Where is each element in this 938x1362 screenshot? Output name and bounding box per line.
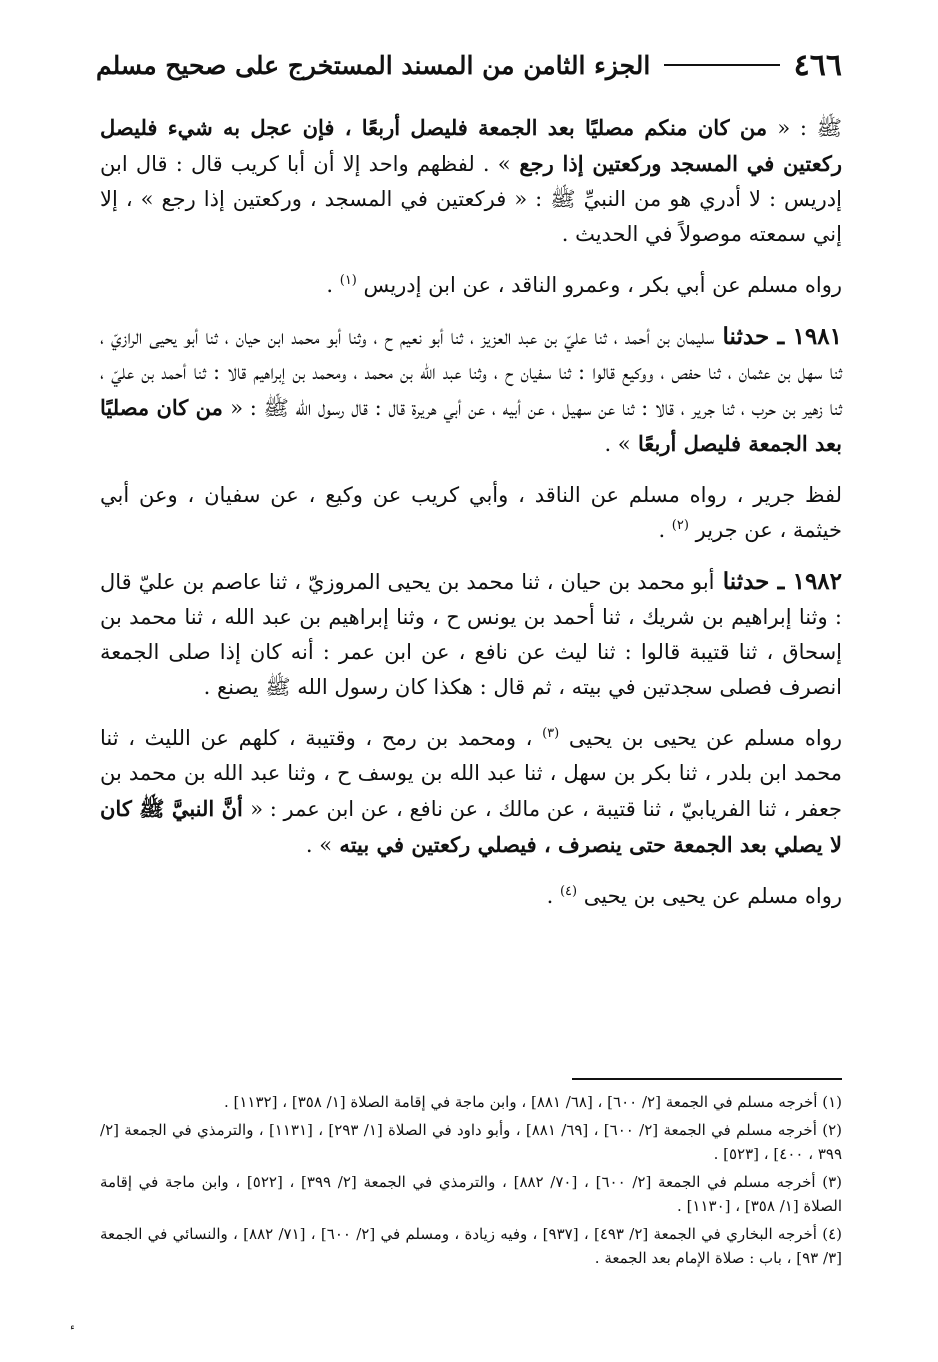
footnote-separator — [572, 1078, 842, 1080]
paragraph-text: ﷺ : « — [777, 116, 842, 140]
paragraph-text: . — [546, 884, 560, 908]
hadith-number: ١٩٨١ — [792, 323, 842, 350]
paragraph-text: . — [658, 518, 672, 542]
running-title: الجزء الثامن من المسند المستخرج على صحيح مسلم — [96, 50, 651, 80]
paragraph-text: من كان منكم مصليًا بعد الجمعة فليصل أربعًا ، فإن عجل به شيء فليصل ركعتين في المسجد وركعتين إذا رجع — [100, 115, 842, 176]
paragraph-text: ـ حدثنا — [714, 323, 793, 350]
paragraph — [100, 478, 842, 548]
footnote: (٤) أخرجه البخاري في الجمعة [٢/ ٤٩٣] ، [٩٣٧] ، وفيه زيادة ، ومسلم في [٢/ ٦٠٠] ، [٧١/ ٨٨٢] ، والنسائي في الجمعة [٣/ ٩٣] ، باب : صلاة الإمام بعد الجمعة . — [100, 1225, 843, 1267]
footnote-ref: (٤) — [559, 884, 578, 899]
paragraph-text: أبو محمد بن حيان ، ثنا محمد بن يحيى المروزيّ ، ثنا عاصم بن عليّ قال : وثنا إبراهيم بن شريك ، ثنا أحمد بن يونس ح ، وثنا إبراهيم بن عبد الله ، ثنا محمد بن إسحاق ، ثنا قتيبة قالوا : ثنا ليث عن نافع ، عن ابن عمر : أنه كان إذا صلى الجمعة انصرف فصلى سجدتين في بيته ، ثم قال : هكذا كان رسول الله ﷺ يصنع . — [100, 570, 842, 699]
paragraph-text: من كان مصليًا بعد الجمعة فليصل أربعًا — [100, 395, 842, 456]
paragraph-text: » . — [305, 833, 333, 857]
paragraph-text: . — [326, 273, 340, 297]
footnote-ref: (٢) — [671, 518, 689, 533]
paragraph — [100, 110, 842, 252]
page-number: ٤٦٦ — [793, 47, 842, 83]
paragraph-text: » . — [604, 432, 631, 456]
footnote-ref: (٣) — [542, 726, 560, 741]
paragraph — [100, 268, 842, 303]
paragraph-text: ـ حدثنا — [714, 568, 793, 595]
hadith-number: ١٩٨٢ — [792, 568, 843, 595]
main-text — [100, 110, 842, 930]
paragraph — [100, 721, 842, 863]
header-rule — [664, 64, 779, 66]
paragraph — [100, 564, 842, 705]
page-header — [96, 40, 842, 90]
footnote-ref: (١) — [339, 273, 357, 288]
footnote: (٣) أخرجه مسلم في الجمعة [٢/ ٦٠٠] ، [٧٠/ ٨٨٢] ، والترمذي في الجمعة [٢/ ٣٩٩] ، [٥٢٢] ، وابن ماجة في إقامة الصلاة [١/ ٣٥٨] ، [١١٣٠] . — [100, 1173, 843, 1215]
footnotes — [100, 1090, 842, 1274]
paragraph-text: » . لفظهم واحد إلا أن أبا كريب قال : قال ابن إدريس : لا أدري هو من النبيِّ ﷺ : « فركعتين في المسجد ، وركعتين إذا رجع » ، إلا إني سمعته موصولاً في الحديث . — [100, 152, 842, 246]
paragraph — [100, 879, 842, 914]
paragraph-text: رواه مسلم عن أبي بكر ، وعمرو الناقد ، عن ابن إدريس — [356, 273, 842, 297]
paragraph-text: ، ومحمد بن رمح ، وقتيبة ، كلهم عن الليث ، ثنا محمد ابن بلدر ، ثنا بكر بن سهل ، ثنا عبد الله بن يوسف ح ، وثنا عبد الله بن محمد بن جعفر ، ثنا الفريابيّ ، ثنا قتيبة ، عن مالك ، عن نافع ، عن ابن عمر : « — [100, 726, 842, 821]
paragraph-text: سليمان بن أحمد ، ثنا عليّ بن عبد العزيز ، ثنا أبو نعيم ح ، وثنا أبو محمد ابن حيان ، ثنا أبو يحيى الرازيّ ، ثنا سهل بن عثمان ، ثنا حفص ، ووكيع قالوا : ثنا سفيان ح ، وثنا عبد الله بن محمد ، ومحمد بن إبراهيم قالا : ثنا أحمد بن عليّ ، ثنا زهير بن حرب ، ثنا جرير ، قالا : ثنا عن سهيل ، عن أبيه ، عن أبي هريرة قال : قال رسول الله ﷺ : « — [100, 325, 842, 420]
paragraph-text: لفظ جرير ، رواه مسلم عن الناقد ، وأبي كريب عن وكيع ، عن سفيان ، وعن أبي خيثمة ، عن جرير — [100, 483, 842, 542]
paragraph — [100, 319, 842, 462]
paragraph-text: رواه مسلم عن يحيى بن يحيى — [577, 884, 842, 908]
paragraph-text: رواه مسلم عن يحيى بن يحيى — [559, 726, 842, 750]
footnote: (٢) أخرجه مسلم في الجمعة [٢/ ٦٠٠] ، [٦٩/ ٨٨١] ، وأبو داود في الصلاة [١/ ٢٩٣] ، [١١٣١] ، والترمذي في الجمعة [٢/ ٣٩٩ ، ٤٠٠] ، [٥٢٣] . — [100, 1121, 842, 1163]
footnote: (١) أخرجه مسلم في الجمعة [٢/ ٦٠٠] ، [٦٨/ ٨٨١] ، وابن ماجة في إقامة الصلاة [١/ ٣٥٨] ، [١١٣٢] . — [223, 1093, 842, 1111]
paragraph-text: أنَّ النبيَّ ﷺ كان لا يصلي بعد الجمعة حتى ينصرف ، فيصلي ركعتين في بيته — [100, 796, 842, 857]
